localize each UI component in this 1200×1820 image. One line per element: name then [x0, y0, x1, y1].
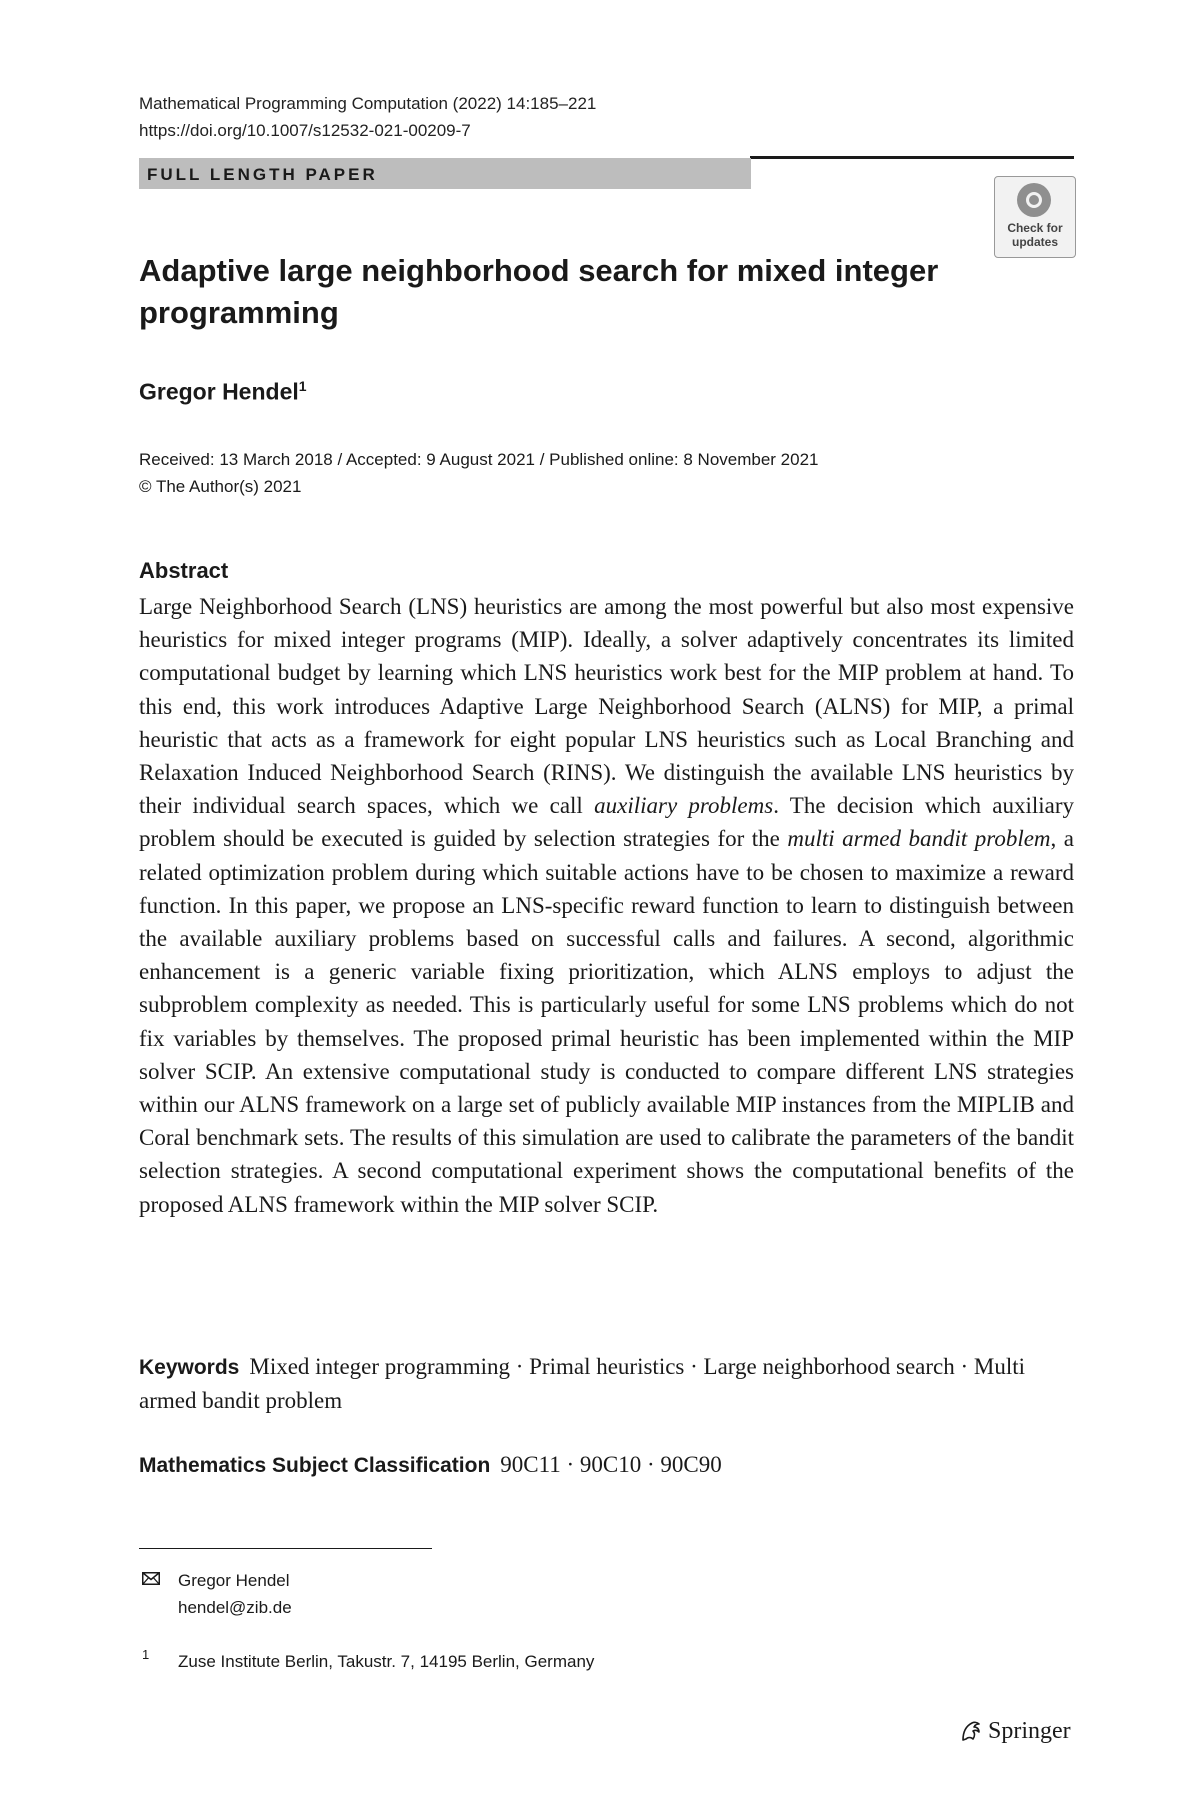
check-for-updates-badge[interactable] [994, 176, 1076, 258]
abstract-text-part: Large Neighborhood Search (LNS) heuristics are among the most powerful but also most expensive heuristics for mixed integer programs (MIP). Ideally, a solver adaptively concentrates its limited computational budget by learning which LNS heuristics work best for the MIP problem at hand. To this end, this work introduces Adaptive Large Neighborhood Search (ALNS) for MIP, a primal heuristic that acts as a framework for eight popular LNS heuristics such as Local Branching and Relaxation Induced Neighborhood Search (RINS). We distinguish the available LNS heuristics by their individual search spaces, which we call [139, 594, 1074, 819]
corresponding-name: Gregor Hendel [178, 1571, 290, 1590]
envelope-icon [142, 1572, 160, 1585]
copyright-notice: © The Author(s) 2021 [139, 477, 302, 496]
keywords-label: Keywords [139, 1356, 240, 1379]
doi-link[interactable]: https://doi.org/10.1007/s12532-021-00209-7 [139, 121, 471, 140]
abstract-emphasis: auxiliary problems [594, 793, 774, 819]
update-icon [1017, 183, 1051, 217]
footnote-rule [139, 1548, 432, 1549]
keywords-section [139, 1350, 1074, 1417]
abstract-heading: Abstract [139, 558, 229, 583]
publication-history: Received: 13 March 2018 / Accepted: 9 August 2021 / Published online: 8 November 2021 [139, 450, 819, 469]
author-name[interactable]: Gregor Hendel [139, 378, 299, 405]
publication-dates [139, 446, 819, 500]
article-type-banner [139, 158, 751, 189]
journal-header [139, 90, 596, 144]
author-affiliation-mark: 1 [298, 378, 307, 394]
corresponding-email[interactable]: hendel@zib.de [178, 1598, 292, 1617]
paper-title: Adaptive large neighborhood search for mixed integer programming [139, 253, 939, 330]
springer-logo [958, 1716, 1071, 1746]
abstract-body [139, 590, 1074, 1221]
affiliation-text: Zuse Institute Berlin, Takustr. 7, 14195 Berlin, Germany [178, 1652, 595, 1671]
corresponding-author [178, 1567, 292, 1621]
msc-section [139, 1452, 722, 1478]
check-for-updates-label: Check for updates [1007, 221, 1063, 249]
publisher-name: Springer [988, 1717, 1071, 1744]
msc-label: Mathematics Subject Classification [139, 1454, 491, 1477]
affiliation-number: 1 [142, 1647, 150, 1662]
abstract-text-part: , a related optimization problem during which suitable actions have to be chosen to maximize a reward function. In this paper, we propose an LNS-specific reward function to learn to distinguish between the available auxiliary problems based on successful calls and failures. A second, algorithmic enhancement is a generic variable fixing prioritization, which ALNS employs to adjust the subproblem complexity as needed. This is particularly useful for some LNS problems which do not fix variables by themselves. The proposed primal heuristic has been implemented within the MIP solver SCIP. An extensive computational study is conducted to compare different LNS strategies within our ALNS framework on a large set of publicly available MIP instances from the MIPLIB and Coral benchmark sets. The results of this simulation are used to calibrate the parameters of the bandit selection strategies. A second computational experiment shows the computational benefits of the proposed ALNS framework within the MIP solver SCIP. [139, 826, 1074, 1217]
header-rule [750, 156, 1074, 159]
journal-citation: Mathematical Programming Computation (2022) 14:185–221 [139, 94, 597, 113]
author-line [139, 378, 307, 406]
article-type-label: FULL LENGTH PAPER [147, 165, 378, 184]
keywords-list: Mixed integer programming · Primal heuristics · Large neighborhood search · Multi armed bandit problem [139, 1354, 1026, 1413]
abstract-emphasis: multi armed bandit problem [787, 826, 1051, 852]
msc-codes: 90C11 · 90C10 · 90C90 [500, 1452, 722, 1477]
springer-horse-icon [958, 1718, 984, 1744]
abstract-text-part: . The decision which auxiliary problem should be executed is guided by selection strategies for the [139, 793, 1074, 852]
